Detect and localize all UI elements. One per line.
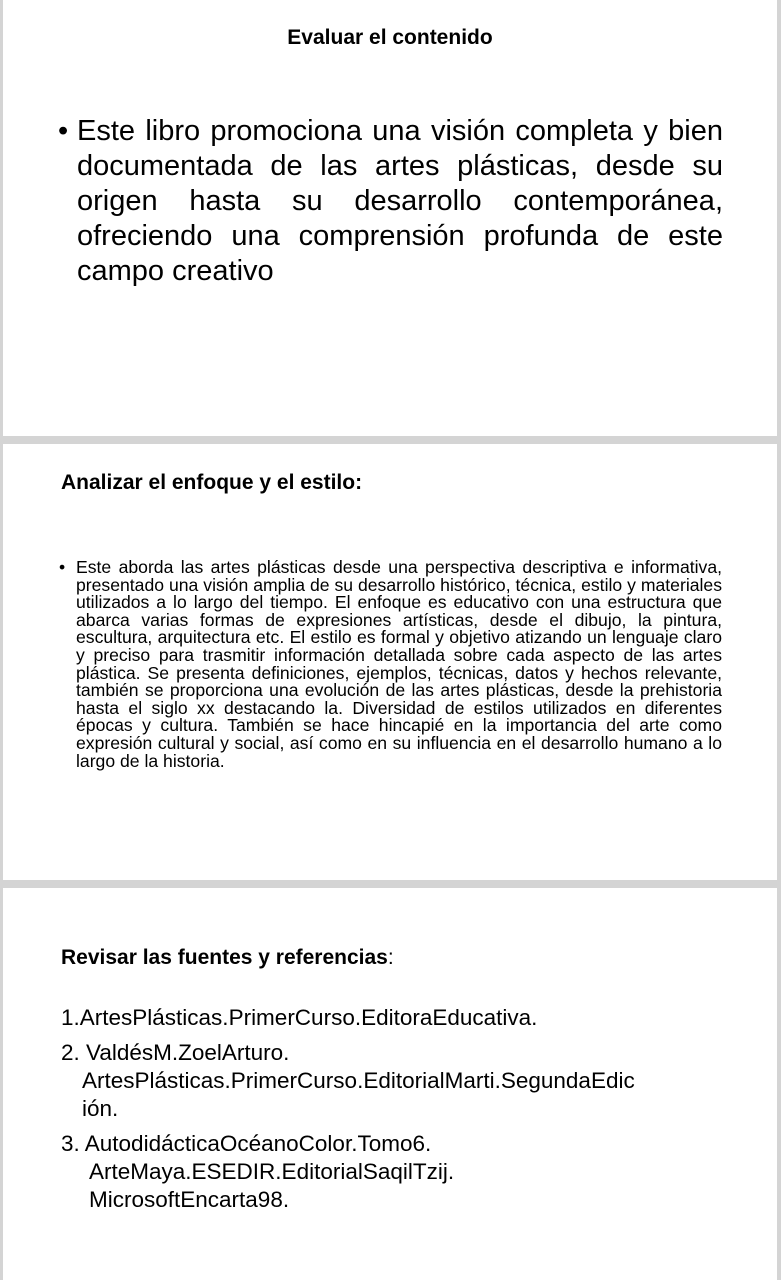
- reference-line: 2. ValdésM.ZoelArturo.: [61, 1040, 290, 1065]
- slide-heading: [61, 946, 394, 970]
- bullet-dot-icon: •: [59, 557, 66, 577]
- slide-evaluar-contenido: [3, 0, 777, 436]
- reference-line: MicrosoftEncarta98.: [89, 1187, 290, 1212]
- reference-line: ión.: [82, 1096, 119, 1121]
- reference-item: [61, 1039, 731, 1123]
- slide-analizar-enfoque: [3, 444, 777, 880]
- reference-list: [61, 1004, 731, 1221]
- slide-title: Evaluar el contenido: [287, 26, 493, 49]
- bullet-text: Este aborda las artes plásticas desde una perspectiva descriptiva e informativa, presentado una visión amplia de su desarrollo histórico, técnica, estilo y materiales utilizados a lo largo del tiempo. El enfoque es educativo con una estructura que abarca varias formas de expresiones artísticas, desde el dibujo, la pintura, escultura, arquitectura etc. El estilo es formal y objetivo atizando un lenguaje claro y preciso para trasmitir información detallada sobre cada aspecto de las artes plástica. Se presenta definiciones, ejemplos, técnicas, datos y hechos relevante, también se proporciona una evolución de las artes plásticas, desde la prehistoria hasta el siglo xx destacando la. Diversidad de estilos utilizados en diferentes épocas y cultura. También se hace hincapié en la importancia del arte como expresión cultural y social, así como en su influencia en el desarrollo humano a lo largo de la historia.: [76, 557, 722, 771]
- reference-line: 1.ArtesPlásticas.PrimerCurso.EditoraEducativa.: [61, 1005, 538, 1030]
- reference-line: ArteMaya.ESEDIR.EditorialSaqilTzij.: [89, 1159, 455, 1184]
- slide-revisar-fuentes: [3, 888, 777, 1280]
- reference-line: 3. AutodidácticaOcéanoColor.Tomo6.: [61, 1131, 432, 1156]
- reference-item: [61, 1004, 731, 1032]
- bullet-text: Este libro promociona una visión completa y bien documentada de las artes plásticas, desde su origen hasta su desarrollo contemporánea, ofreciendo una comprensión profunda de este campo creativo: [77, 115, 723, 287]
- content-bullet: [58, 114, 723, 289]
- reference-item: [61, 1130, 731, 1214]
- slide-heading: Analizar el enfoque y el estilo:: [61, 471, 363, 494]
- heading-colon: :: [387, 946, 394, 969]
- heading-text: Revisar las fuentes y referencias: [61, 946, 388, 969]
- reference-line: ArtesPlásticas.PrimerCurso.EditorialMarti.SegundaEdic: [82, 1068, 635, 1093]
- bullet-dot-icon: •: [58, 115, 69, 147]
- content-bullet: [59, 559, 722, 770]
